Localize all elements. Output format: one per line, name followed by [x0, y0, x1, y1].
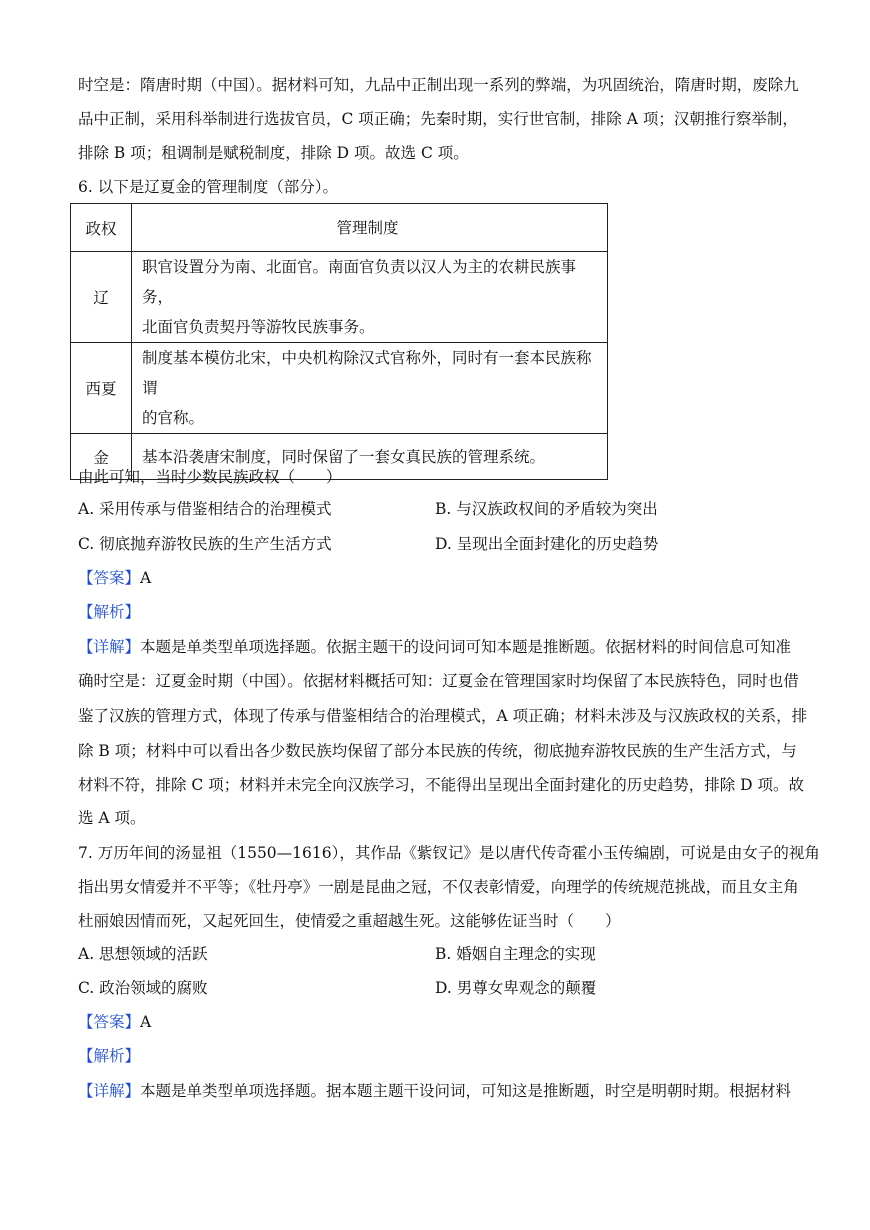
management-table — [70, 203, 608, 480]
q6-option-b: B. 与汉族政权间的矛盾较为突出 — [435, 500, 658, 518]
q7-stem-line-1: 7. 万历年间的汤显祖（1550—1616），其作品《紫钗记》是以唐代传奇霍小玉传编剧，可说是由女子的视角 — [78, 844, 820, 862]
detail-text: 本题是单类型单项选择题。依据主题干的设问词可知本题是推断题。依据材料的时间信息可知准 — [140, 638, 792, 656]
answer-label: 【答案】 — [78, 1013, 141, 1031]
q6-analysis — [78, 602, 140, 622]
q6-option-d: D. 呈现出全面封建化的历史趋势 — [435, 535, 659, 553]
system-line: 北面官负责契丹等游牧民族事务。 — [142, 318, 375, 336]
table-cell-system — [132, 252, 608, 343]
q6-detail-line-3: 鉴了汉族的管理方式，体现了传承与借鉴相结合的治理模式，A 项正确；材料未涉及与汉族政权的关系，排 — [78, 707, 808, 725]
q6-detail-line-2: 确时空是：辽夏金时期（中国）。依据材料概括可知：辽夏金在管理国家时均保留了本民族特色，同时也借 — [78, 672, 799, 690]
analysis-label: 【解析】 — [78, 1047, 141, 1065]
table-cell-regime: 辽 — [71, 252, 132, 343]
detail-label: 【详解】 — [78, 1082, 141, 1100]
table-header-system: 管理制度 — [132, 204, 608, 252]
q6-detail-line-5: 材料不符，排除 C 项；材料并未完全向汉族学习，不能得出呈现出全面封建化的历史趋势，排除 D 项。故 — [78, 776, 804, 794]
q6-stem: 6. 以下是辽夏金的管理制度（部分）。 — [78, 178, 338, 196]
table-row — [71, 252, 608, 343]
table-header-regime: 政权 — [71, 204, 132, 252]
system-line: 制度基本模仿北宋，中央机构除汉式官称外，同时有一套本民族称谓 — [142, 349, 592, 397]
detail-text: 本题是单类型单项选择题。据本题主题干设问词，可知这是推断题，时空是明朝时期。根据材料 — [140, 1082, 792, 1100]
analysis-label: 【解析】 — [78, 603, 141, 621]
table-row — [71, 343, 608, 434]
table-cell-system — [132, 343, 608, 434]
q7-analysis — [78, 1046, 140, 1066]
table-header-row — [71, 204, 608, 252]
answer-label: 【答案】 — [78, 569, 141, 587]
intro-line-2: 品中正制，采用科举制进行选拔官员，C 项正确；先秦时期，实行世官制，排除 A 项；汉朝推行察举制， — [78, 110, 798, 128]
q7-detail-line-1 — [78, 1081, 791, 1101]
q7-answer — [78, 1012, 151, 1032]
system-line: 职官设置分为南、北面官。南面官负责以汉人为主的农耕民族事务， — [142, 258, 577, 306]
answer-value: A — [140, 1013, 152, 1031]
system-line: 基本沿袭唐宋制度，同时保留了一套女真民族的管理系统。 — [142, 447, 546, 466]
q6-detail-line-1 — [78, 637, 791, 657]
q6-option-c: C. 彻底抛弃游牧民族的生产生活方式 — [78, 535, 332, 553]
table-cell-regime: 西夏 — [71, 343, 132, 434]
q7-option-b: B. 婚姻自主理念的实现 — [435, 945, 596, 963]
q7-stem-line-3: 杜丽娘因情而死，又起死回生，使情爱之重超越生死。这能够佐证当时（ ） — [78, 912, 621, 930]
q6-answer — [78, 568, 151, 588]
intro-line-3: 排除 B 项；租调制是赋税制度，排除 D 项。故选 C 项。 — [78, 144, 469, 162]
answer-value: A — [140, 569, 152, 587]
intro-line-1: 时空是：隋唐时期（中国）。据材料可知，九品中正制出现一系列的弊端，为巩固统治，隋唐时期，废除九 — [78, 76, 799, 94]
q6-detail-line-4: 除 B 项；材料中可以看出各少数民族均保留了部分本民族的传统，彻底抛弃游牧民族的生产生活方式，与 — [78, 742, 797, 760]
system-line: 的官称。 — [142, 409, 205, 427]
q7-option-c: C. 政治领域的腐败 — [78, 979, 208, 997]
q7-option-d: D. 男尊女卑观念的颠覆 — [435, 979, 597, 997]
table-cell-regime: 金 — [71, 434, 132, 480]
q7-stem-line-2: 指出男女情爱并不平等；《牡丹亭》一剧是昆曲之冠，不仅表彰情爱，向理学的传统规范挑战，而且女主角 — [78, 878, 799, 896]
detail-label: 【详解】 — [78, 638, 141, 656]
q6-question: 由此可知，当时少数民族政权（ ） — [78, 468, 342, 486]
q6-detail-line-6: 选 A 项。 — [78, 809, 146, 827]
q7-option-a: A. 思想领域的活跃 — [78, 945, 208, 963]
q6-option-a: A. 采用传承与借鉴相结合的治理模式 — [78, 500, 332, 518]
